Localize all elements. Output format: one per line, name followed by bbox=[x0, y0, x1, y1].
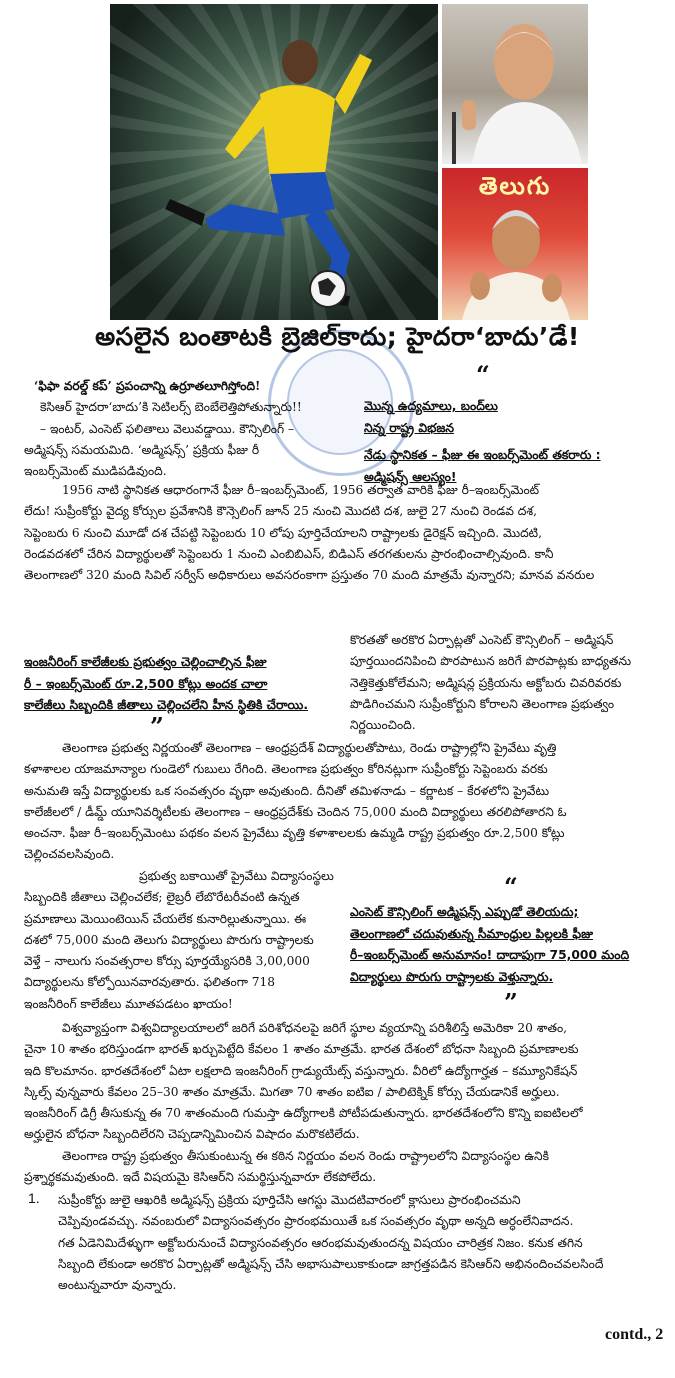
banner-text: తెలుగు bbox=[478, 172, 552, 200]
football-player-photo bbox=[110, 4, 438, 320]
paragraph-1: 1956 నాటి స్థానికత ఆధారంగానే ఫీజు రీ–ఇంబర్స్‌మెంట్, 1956 తర్వాత వారికి ఫీజు రీ–ఇంబర్స్‌మెంట్ లేదు! సుప్రీంకోర్టు వైద్య కోర్సుల ప్రవేశానికి కౌన్సెలింగ్ జూన్ 25 నుంచి మొదటి దశ, జులై 27 నుంచి రెండవ దశ, సెప్టెంబరు 6 నుంచి మూడో దశ చేపట్టి సెప్టెంబరు 10 లోపు పూర్తిచేయాలని రాష్ట్రాలకు డైరెక్షన్ ఇచ్చింది. మొదటి, రెండవదశలో చేరిన విద్యార్థులతో సెప్టెంబరు 1 నుంచి ఎంబిబిఎస్, బిడిఎస్ తరగతులను ప్రారంభించాల్సివుంది. కానీ తెలంగాణలో 320 మంది సివిల్ సర్వీస్ అధికారులు అవసరంకాగా ప్రస్తుతం 70 మంది మాత్రమే వున్నారని; మానవ వనరుల bbox=[24, 483, 595, 583]
quote-close-3: ” bbox=[504, 988, 518, 1017]
paragraph-3: విశ్వవ్యాప్తంగా విశ్వవిద్యాలయాలలో జరిగే పరిశోధనలపై జరిగే స్థూల వ్యయాన్ని పరిశీలిస్తే అమెరికా 20 శాతం, చైనా 10 శాతం భరిస్తుండగా భారత్ ఖర్చుపెట్టేది కేవలం 1 శాతం మాత్రమే. భారత దేశంలో బోధనా సిబ్బంది ప్రమాణాలకు ఇది కొలమానం. భారతదేశంలో ఏటా లక్షలాది ఇంజనీరింగ్ గ్రాడ్యుయేట్స్ వస్తున్నారు. వీరిలో ఉద్యోగార్హత – కమ్యూనికేషన్ స్కిల్స్ వున్నవారు కేవలం 25–30 శాతం మాత్రమే. మిగతా 70 శాతం ఐటిఐ / పాలిటెక్నిక్ కోర్సు చేయడానికే అర్హులు. ఇంజనీరింగ్ డిగ్రీ తీసుకున్న ఈ 70 శాతంమంది గుమస్తా ఉద్యోగాలకి పోటీపడుతున్నారు. భారతదేశంలోని కొన్ని ఐఐటిలలో అర్హులైన బోధనా సిబ్బందిలేరని చెప్పడాన్నిమించిన విషాదం మరొకటిలేదు. bbox=[24, 1021, 583, 1142]
hero-photo-collage bbox=[110, 4, 588, 320]
football-player-illustration bbox=[110, 4, 438, 320]
intro-paragraph: ‘ఫిఫా వరల్డ్ కప్’ ప్రపంచాన్ని ఉర్రూతలూగిస్తోంది! కెసిఆర్ హైదరా‘బాదు’కి సెటిలర్స్ బెంబేలెత్తిపోతున్నారు!! – ఇంటర్, ఎంసెట్ ఫలితాలు వెలువడ్డాయి. కౌన్సిలింగ్ – అడ్మిషన్స్ సమయమిది. ‘అడ్మిషన్స్’ ప్రక్రియ ఫీజు రీ ఇంబర్స్‌మెంట్ ముడిపడివుంది. bbox=[24, 379, 302, 479]
politician-photo-bottom bbox=[442, 168, 588, 320]
paragraph-1-right: కొరతతో అరకొర ఏర్పాట్లతో ఎంసెట్ కౌన్సిలింగ్ – అడ్మిషన్ పూర్తయిందనిపించి పొరపాటున జరిగే పొరపాట్లకు బాధ్యతను నెత్తికెత్తుకోలేమని; అడ్మిషన్ల ప్రక్రియను అక్టోబరు చివరివరకు పొడిగించమని సుప్రీంకోర్టుని కోరాలని తెలంగాణ ప్రభుత్వం నిర్ణయించింది. bbox=[350, 633, 632, 733]
quote-close-2: ” bbox=[150, 712, 164, 741]
list-number: 1. bbox=[28, 1190, 40, 1206]
quote-open-1: “ bbox=[476, 360, 490, 389]
continued-label: contd., 2 bbox=[605, 1326, 664, 1343]
politician-photo-top bbox=[442, 4, 588, 164]
pull-quote-2: ఇంజనీరింగ్ కాలేజీలకు ప్రభుత్వం చెల్లించాల్సిన ఫీజు రీ – ఇంబర్స్‌మెంట్ రూ.2,500 కోట్లు అందక చాలా కాలేజీలు సిబ్బందికి జీతాలు చెల్లించలేని హీన స్థితికి చేరాయి. bbox=[24, 655, 308, 712]
paragraph-2: తెలంగాణ ప్రభుత్వ నిర్ణయంతో తెలంగాణ – ఆంధ్రప్రదేశ్ విద్యార్థులతోపాటు, రెండు రాష్ట్రాల్లోని ప్రైవేటు వృత్తి కళాశాలల యాజమాన్యాల గుండెలో గుబులు రేగింది. తెలంగాణ ప్రభుత్వం కోరినట్లుగా సుప్రీంకోర్టు సెప్టెంబరు వరకు అనుమతి ఇస్తే విద్యార్థులకు ఒక సంవత్సరం వృథా అవుతుంది. దీనితో తమిళనాడు – కర్ణాటక – కేరళలోని ప్రైవేటు కాలేజీలలో / డీమ్డ్ యూనివర్శిటీలకు తెలంగాణ – ఆంధ్రప్రదేశ్‌కు చెందిన 75,000 మంది విద్యార్థులు తరలిపోతారని ఓ అంచనా. ఫీజు రీ–ఇంబర్స్‌మెంటు పథకం వలన ప్రైవేటు వృత్తి కళాశాలలకు ఉమ్మడి రాష్ట్ర ప్రభుత్వం రూ.2,500 కోట్లు చెల్లించవలసివుంది. bbox=[24, 741, 567, 862]
headline: అసలైన బంతాటకి బ్రెజిల్‌కాదు; హైదరా‘బాదు’డే! bbox=[95, 322, 580, 351]
paragraph-4: తెలంగాణ రాష్ట్ర ప్రభుత్వం తీసుకుంటున్న ఈ కఠిన నిర్ణయం వలన రెండు రాష్ట్రాలలోని విద్యాసంస్థల ఉనికి ప్రశ్నార్థకమవుతుంది. ఇదే విషయమై కెసిఆర్‌ని సమర్థిస్తున్నవారూ లేకపోలేదు. bbox=[24, 1149, 549, 1185]
list-item-1: సుప్రీంకోర్టు జులై ఆఖరికి అడ్మిషన్స్ ప్రక్రియ పూర్తిచేసి ఆగస్టు మొదటివారంలో క్లాసులు ప్రారంభించమని చెప్పివుండవచ్చు. నవంబరులో విద్యాసంవత్సరం ప్రారంభమయితే ఒక సంవత్సరం వృథా అన్నది అర్ధంలేనివాదన. గత ఏడెనిమిదేళ్ళుగా అక్టోబరునుంచే విద్యాసంవత్సరం ఆరంభమవుతుందన్న విషయం చారిత్రక నిజం. కనుక తగిన సిబ్బంది లేకుండా అరకొర ఏర్పాట్లతో అడ్మిషన్స్ చేసి అభాసుపాలుకాకుండా జాగ్రత్తపడిన కెసిఆర్‌ని అభినందించవలసిందే అంటున్నవారూ వున్నారు. bbox=[58, 1193, 604, 1293]
quote-open-3: “ bbox=[504, 872, 518, 901]
pull-quote-1: మొన్న ఉద్యమాలు, బంద్‌లు నిన్న రాష్ట్ర విభజన నేడు స్థానికత – ఫీజు ఈ ఇంబర్స్‌మెంట్ తకరారు : అడ్మిషన్స్ ఆలస్యం! bbox=[364, 399, 601, 484]
paragraph-2-left: ప్రభుత్వ బకాయితో ప్రైవేటు విద్యాసంస్థలు సిబ్బందికి జీతాలు చెల్లించలేక; లైబ్రరీ లేబొరేటరీవంటి ఉన్నత ప్రమాణాలు మెయింటెయిన్ చేయలేక కునారిల్లుతున్నాయి. ఈ దశలో 75,000 మంది తెలుగు విద్యార్థులు పొరుగు రాష్ట్రాలకు వెళ్తే – నాలుగు సంవత్సరాల కోర్సు పూర్తయ్యేసరికి 3,00,000 విద్యార్థులను కోల్పోయినవారవుతారు. ఫలితంగా 718 ఇంజనీరింగ్ కాలేజీలు మూతపడటం ఖాయం! bbox=[24, 869, 334, 1011]
pull-quote-3: ఎంసెట్ కౌన్సిలింగ్ అడ్మిషన్స్ ఎప్పుడో తెలియదు; తెలంగాణలో చదువుతున్న సీమాంధ్రుల పిల్లలకి ఫీజు రీ–ఇంబర్స్‌మెంట్ అనుమానం! దాదాపుగా 75,000 మంది విద్యార్థులు పొరుగు రాష్ట్రాలకు వెళ్తున్నారు. bbox=[350, 905, 630, 984]
